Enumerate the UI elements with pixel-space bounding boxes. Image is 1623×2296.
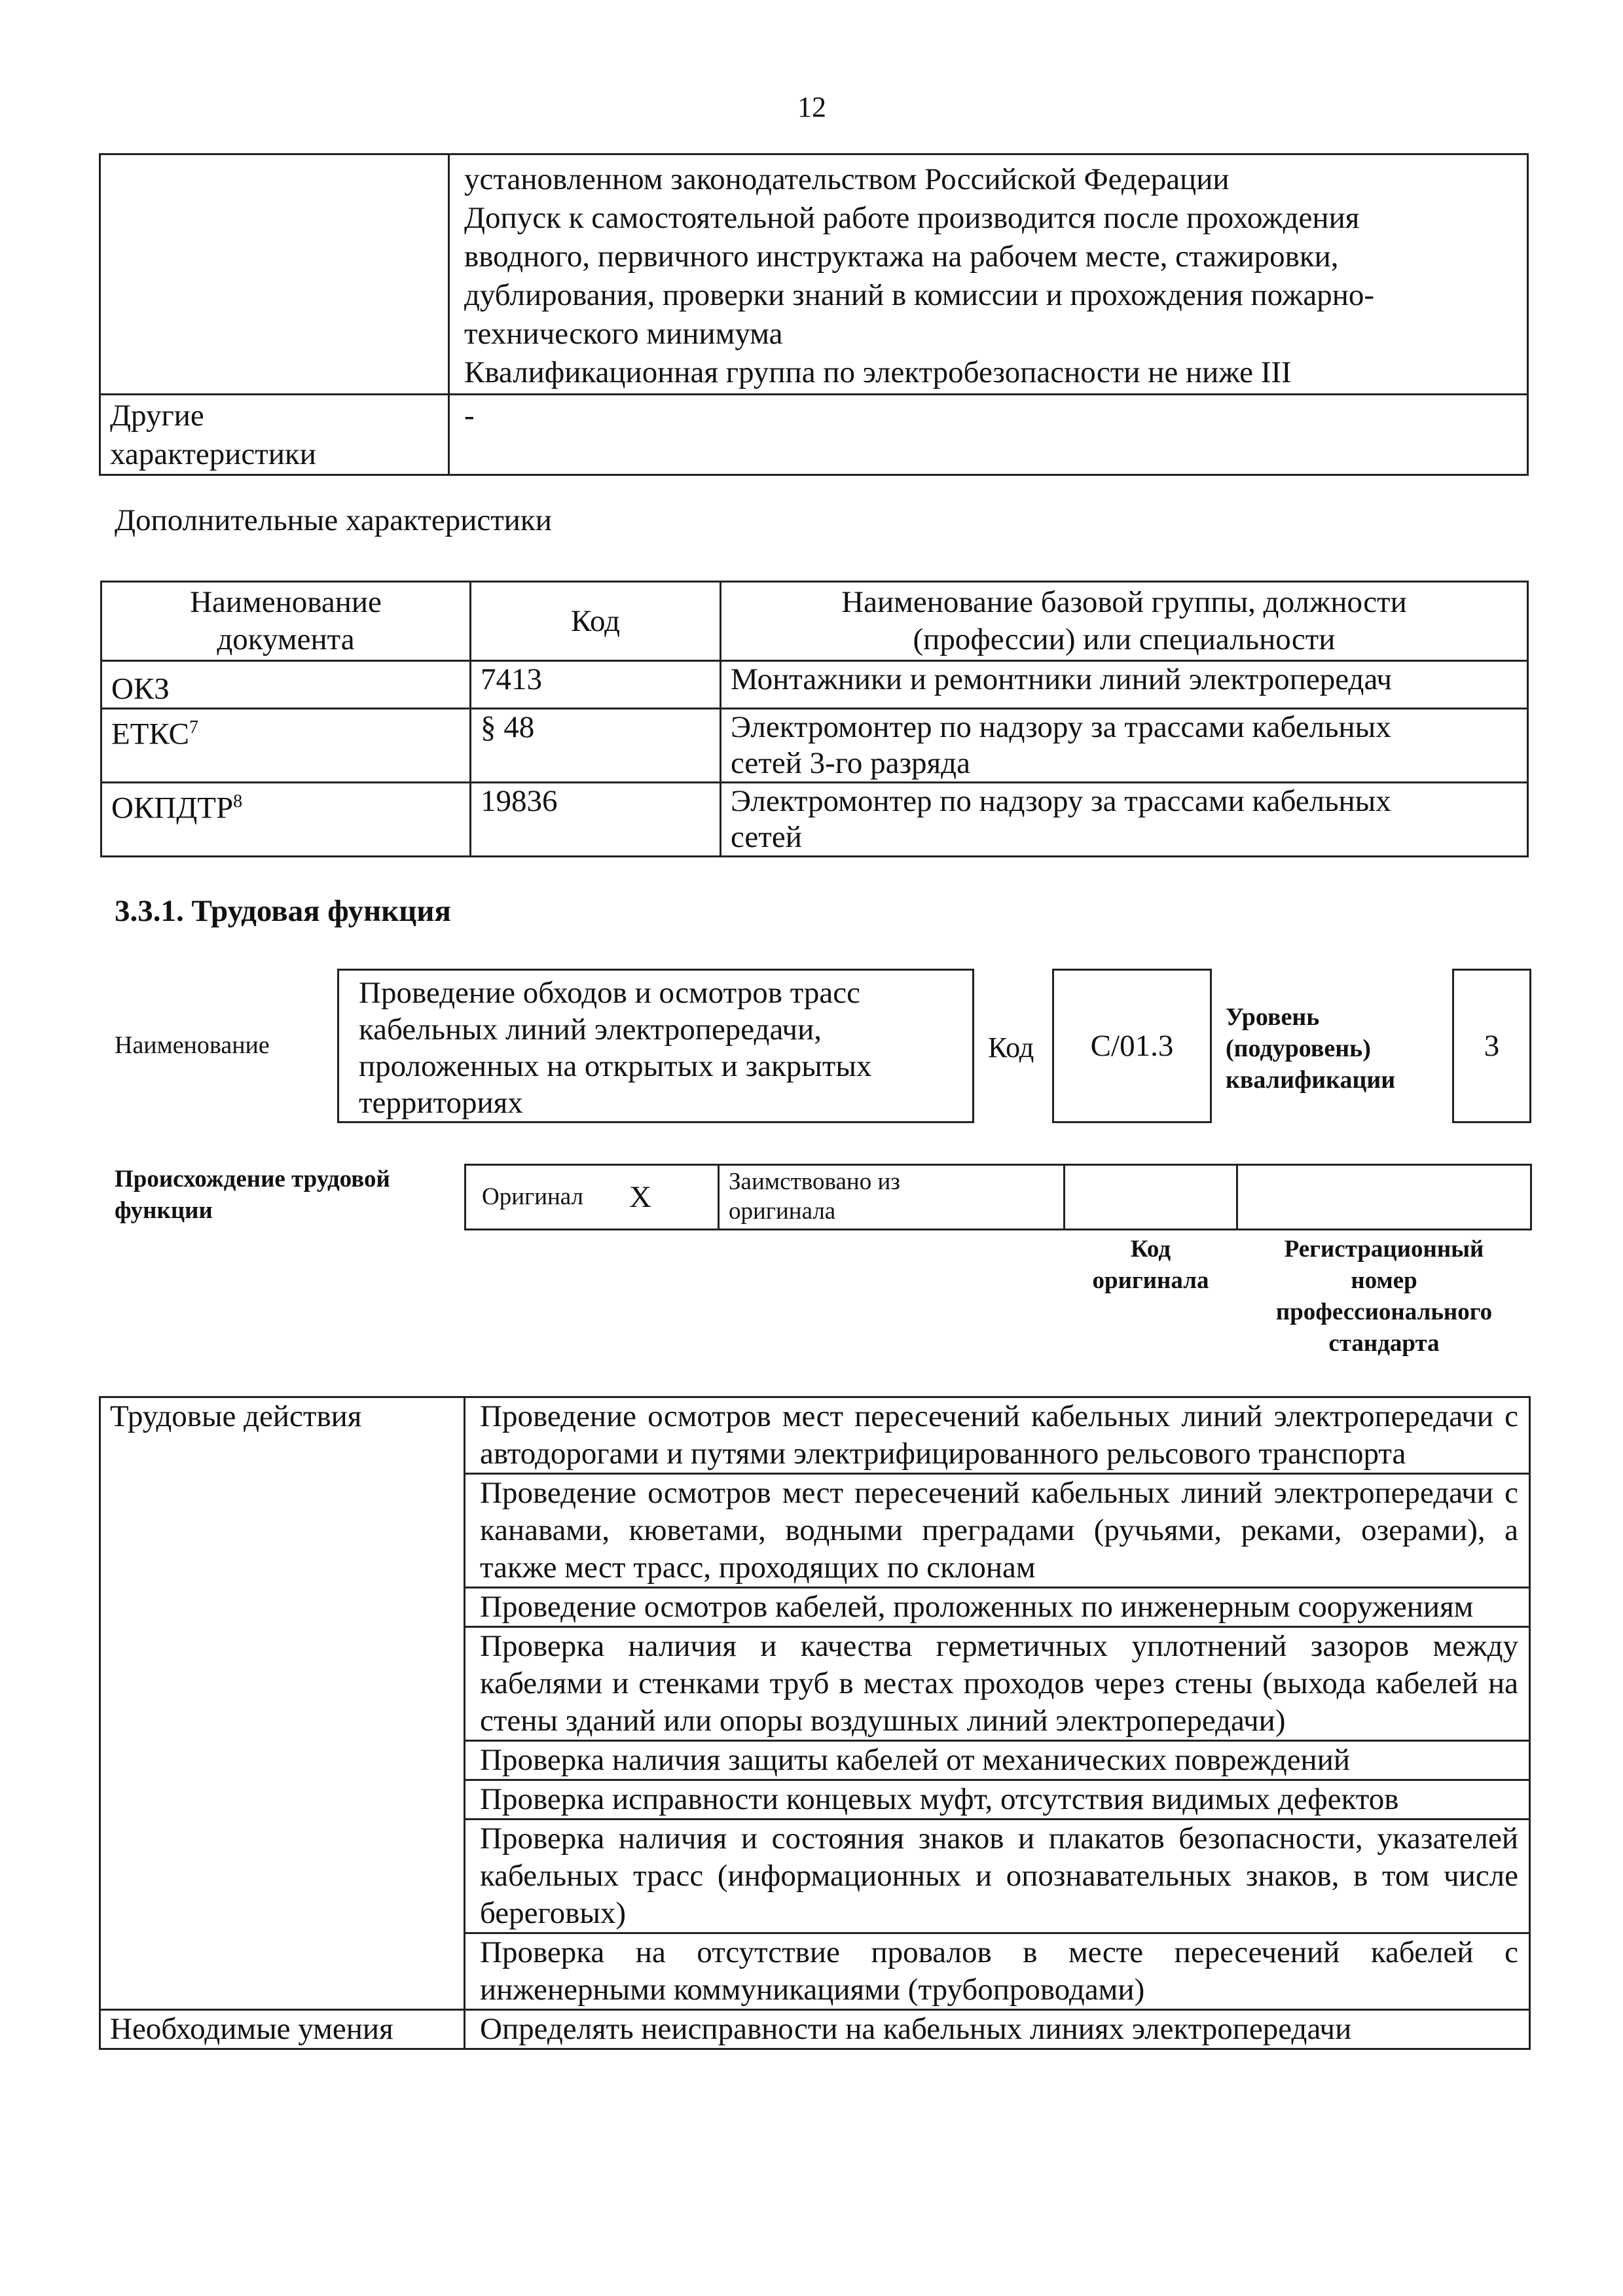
level-line: Уровень [1226,1003,1320,1031]
level-label [1226,1001,1395,1096]
name-line: проложенных на открытых и закрытых [359,1049,872,1083]
level-box [1452,969,1531,1123]
action-item: Проверка наличия защиты кабелей от механических повреждений [465,1741,1530,1780]
row-label [100,154,449,395]
action-item: Проверка на отсутствие провалов в месте пересечений кабелей с инженерными коммуникациями (трубопроводами) [465,1933,1530,2010]
action-item: Проверка наличия и состояния знаков и плакатов безопасности, указателей кабельных трасс (информационных и опознавательных знаков, в том числе береговых) [465,1820,1530,1933]
cell-name: Электромонтер по надзору за трассами кабельных сетей 3-го разряда [721,708,1528,782]
caption-line: профессионального [1275,1299,1493,1325]
header-line: документа [217,622,355,656]
text-line: технического минимума [464,317,783,351]
cell-document: ОКПДТР$^8$ [101,782,471,856]
table-row [101,708,1528,782]
top-table [99,153,1529,476]
cell-document: ОКЗ [101,661,471,709]
cell-name: Монтажники и ремонтники линий электропередач [721,661,1528,709]
level-line: квалификации [1226,1066,1396,1094]
name-line: территориях [359,1086,523,1120]
original-label: Оригинал [482,1183,584,1210]
function-name-box [337,969,974,1123]
name-line: кабельных линий электропередачи, [359,1013,822,1047]
borrowed-line: Заимствовано из [729,1168,900,1195]
header-line: Наименование базовой группы, должности [841,585,1407,619]
table-row [101,782,1528,856]
level-value: 3 [1484,1029,1500,1063]
text-line: вводного, первичного инструктажа на рабочем месте, стажировки, [464,240,1339,274]
table-row [100,1397,1530,1474]
skill-item: Определять неисправности на кабельных линиях электропередачи [465,2010,1530,2049]
function-heading: 3.3.1. Трудовая функция [115,894,451,928]
caption-line: номер [1351,1267,1417,1294]
column-header-group-name [721,582,1528,661]
name-line: Проведение обходов и осмотров трасс [359,976,860,1010]
name-label: Наименование [115,1031,270,1059]
code-box [1052,969,1212,1123]
label-line: Другие [110,399,204,433]
caption-line: Регистрационный [1284,1236,1484,1263]
label-line: функции [115,1197,213,1224]
text-line: дублирования, проверки знаний в комиссии и прохождения пожарно- [464,278,1375,312]
caption-line: оригинала [1092,1267,1209,1294]
action-item: Проверка исправности концевых муфт, отсутствия видимых дефектов [465,1780,1530,1820]
table-row [101,661,1528,709]
label-line: характеристики [110,437,316,471]
requirements-text [449,154,1528,395]
cell-name: Электромонтер по надзору за трассами кабельных сетей [721,782,1528,856]
code-value: С/01.3 [1090,1029,1174,1063]
column-header-code: Код [471,582,721,661]
origin-reg-number-cell [1236,1164,1532,1230]
origin-code-caption [1067,1234,1234,1297]
page-number: 12 [797,91,826,123]
cell-code: § 48 [471,708,721,782]
borrowed-line: оригинала [729,1198,836,1225]
action-item: Проведение осмотров мест пересечений кабельных линий электропередачи с канавами, кюветами, водными преградами (ручьями, реками, озерами), а также мест трасс, проходящих по склонам [465,1474,1530,1588]
header-line: (профессии) или специальности [913,622,1336,656]
text-line: Допуск к самостоятельной работе производится после прохождения [464,201,1360,235]
action-item: Проверка наличия и качества герметичных уплотнений зазоров между кабелями и стенками труб в местах проходов через стены (выхода кабелей на стены зданий или опоры воздушных линий электропередачи) [465,1627,1530,1741]
section-heading: Дополнительные характеристики [115,503,552,537]
level-line: (подуровень) [1226,1035,1371,1062]
labor-actions-table [99,1396,1531,2050]
skills-label: Необходимые умения [100,2010,465,2049]
action-item: Проведение осмотров мест пересечений кабельных линий электропередачи с автодорогами и путями электрифицированного рельсового транспорта [465,1397,1530,1474]
cell-code: 7413 [471,661,721,709]
header-line: Наименование [190,585,382,619]
origin-reg-caption [1236,1234,1532,1359]
actions-label: Трудовые действия [100,1397,465,2010]
table-row [100,395,1528,475]
text-line: установленном законодательством Российской Федерации [464,162,1230,196]
caption-line: стандарта [1328,1330,1440,1357]
table-row [100,154,1528,395]
code-label: Код [988,1031,1034,1064]
origin-original-cell [464,1164,720,1230]
origin-label [115,1164,390,1227]
caption-line: Код [1130,1236,1171,1263]
table-header-row [101,582,1528,661]
column-header-document [101,582,471,661]
cell-document: ЕТКС$^7$ [101,708,471,782]
origin-code-cell [1063,1164,1238,1230]
table-row [100,2010,1530,2049]
action-item: Проведение осмотров кабелей, проложенных по инженерным сооружениям [465,1588,1530,1627]
row-label [100,395,449,475]
additional-characteristics-table [100,581,1529,857]
label-line: Происхождение трудовой [115,1166,390,1193]
other-characteristics-value: - [449,395,1528,475]
cell-code: 19836 [471,782,721,856]
origin-borrowed-cell [718,1164,1065,1230]
text-line: Квалификационная группа по электробезопасности не ниже III [464,355,1292,389]
original-mark: X [629,1180,651,1214]
